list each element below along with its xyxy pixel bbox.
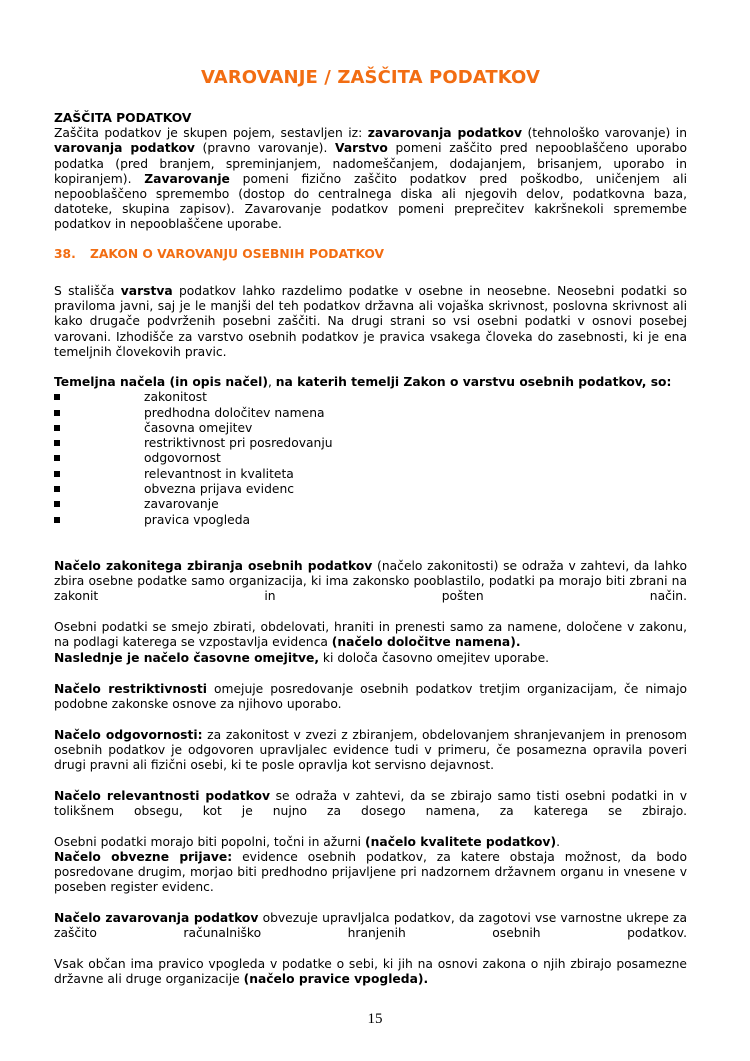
list-item — [54, 497, 687, 512]
list-item — [54, 482, 687, 497]
bold-term: Naslednje je načelo časovne omejitve, — [54, 651, 320, 665]
bold-term: (načelo določitve namena). — [331, 635, 521, 650]
text: pomeni zaščito pred nepooblaščeno uporabo podatka (pred branjem, spreminjanjem, nadomeščanjem, dodajanjem, brisanjem, uporabo in kopiranjem). — [54, 141, 687, 186]
intro-section — [54, 111, 687, 233]
principles-list — [54, 390, 687, 528]
paragraph-text — [54, 835, 687, 850]
section-number: 38. — [54, 247, 76, 261]
paragraph-odgovornost — [54, 728, 687, 774]
bold-term: (načelo pravice vpogleda). — [243, 971, 429, 986]
text: . — [556, 834, 560, 849]
paragraph-varstvo — [54, 284, 687, 360]
text: Vsak občan ima pravico vpogleda v podatke o sebi, ki jih na osnovi zakona o njih zbirajo posamezne državne ali druge organizacije — [54, 956, 687, 986]
text: (pravno varovanje). — [194, 141, 335, 156]
paragraph-text — [54, 728, 687, 774]
paragraph-text — [54, 789, 687, 835]
bold-term: Načelo restriktivnosti — [54, 682, 208, 696]
paragraph-zakonitost — [54, 559, 687, 650]
bold-term: Načelo zakonitega zbiranja osebnih podatkov — [54, 559, 373, 573]
list-item-text: zavarovanje — [144, 497, 219, 512]
paragraph-text — [54, 911, 687, 957]
text: se odraža v zahtevi, da se zbirajo samo tisti osebni podatki in v tolikšnem obsegu, kot je nujno za dosego namena, za katerega se zbirajo. — [54, 789, 688, 819]
intro-heading: ZAŠČITA PODATKOV — [54, 111, 192, 125]
list-item-text: zakonitost — [144, 390, 207, 405]
bold-term: Načelo relevantnosti podatkov — [54, 789, 270, 803]
paragraph-text — [54, 957, 687, 987]
list-item — [54, 406, 687, 421]
principles-heading — [54, 375, 687, 390]
bullet-icon — [54, 425, 60, 431]
paragraph-relevantnost — [54, 789, 687, 850]
text: , — [267, 375, 276, 389]
text: Osebni podatki se smejo zbirati, obdelovati, hraniti in prenesti samo za namene, določene v zakonu, na podlagi katerega se vzpostavlja evidenca — [54, 619, 687, 650]
bullet-icon — [54, 486, 60, 492]
paragraph-text — [54, 620, 687, 650]
list-item-text: časovna omejitev — [144, 420, 253, 435]
list-item-text: obvezna prijava evidenc — [144, 481, 295, 496]
list-item — [54, 451, 687, 466]
bullet-icon — [54, 455, 60, 461]
bold-term: Načelo obvezne prijave: — [54, 850, 233, 864]
list-item — [54, 390, 687, 405]
bullet-icon — [54, 410, 60, 416]
text: pomeni fizično zaščito podatkov pred poškodbo, uničenjem ali nepooblaščeno spremembo (dostop do centralnega diska ali njegovih delov, podatkovna baza, datoteke, skupina zapisov). Zavarovanje podatkov pomeni preprečitev kakršnekoli spremembe podatkov in nepooblaščene uporabe. — [54, 171, 687, 232]
bold-term: Temeljna načela (in opis načel) — [54, 375, 268, 389]
text: evidence osebnih podatkov, za katere obstaja možnost, da bodo posredovane drugim, morjao biti predhodno prijavljene pri nadzornem državnem organu in vnesene v poseben register evidenc. — [54, 850, 687, 895]
paragraph-text — [54, 682, 687, 712]
paragraph-zavarovanje — [54, 911, 687, 987]
text: (tehnološko varovanje) in — [522, 126, 688, 141]
bold-term: Načelo odgovornosti: — [54, 728, 203, 742]
bullet-icon — [54, 440, 60, 446]
page-title: VAROVANJE / ZAŠČITA PODATKOV — [201, 67, 540, 88]
text: obvezuje upravljalca podatkov, da zagotovi vse varnostne ukrepe za zaščito računalniško hranjenih osebnih podatkov. — [54, 911, 687, 941]
text: omejuje posredovanje osebnih podatkov tretjim organizacijam, če nimajo podobne zakonske osnove za njihovo uporabo. — [54, 682, 688, 712]
list-item — [54, 436, 687, 451]
text: ki določa časovno omejitev uporabe. — [319, 651, 550, 665]
list-item-text: relevantnost in kvaliteta — [144, 466, 294, 481]
principles-section — [54, 375, 687, 528]
list-item — [54, 513, 687, 528]
paragraph-text — [54, 850, 687, 896]
list-item-text: odgovornost — [144, 451, 221, 466]
list-item-text: restriktivnost pri posredovanju — [144, 436, 333, 451]
bold-term: varstva — [120, 284, 173, 298]
paragraph-restriktivnost — [54, 682, 687, 712]
paragraph-text — [54, 284, 687, 360]
paragraph-text — [54, 559, 687, 620]
bullet-icon — [54, 501, 60, 507]
page-number: 15 — [367, 1011, 383, 1027]
text: za zakonitost v zvezi z zbiranjem, obdelovanjem shranjevanjem in prenosom osebnih podatkov je odgovoren upravljalec evidence tudi v primeru, če posamezna opravila poveri drugi pravni ali fizični osebi, ki te posle opravlja kot servisno dejavnost. — [54, 728, 687, 773]
bold-term: na katerih temelji Zakon o varstvu osebnih podatkov, so: — [275, 375, 672, 389]
bullet-icon — [54, 517, 60, 523]
bullet-icon — [54, 471, 60, 477]
bold-term: Načelo zavarovanja podatkov — [54, 911, 259, 925]
bold-term: zavarovanja podatkov — [367, 126, 522, 141]
bold-term: Varstvo — [335, 141, 388, 156]
intro-paragraph — [54, 126, 687, 232]
list-item — [54, 421, 687, 436]
text: Zaščita podatkov je skupen pojem, sestavljen iz: — [54, 126, 368, 141]
bold-term: (načelo kvalitete podatkov) — [365, 834, 557, 849]
list-item — [54, 467, 687, 482]
section-title: ZAKON O VAROVANJU OSEBNIH PODATKOV — [90, 247, 385, 261]
list-item-text: pravica vpogleda — [144, 512, 251, 527]
bold-term: Zavarovanje — [144, 171, 230, 186]
text: (načelo zakonitosti) se odraža v zahtevi, da lahko zbira osebne podatke samo organizacija, ki ima zakonsko pooblastilo, podatki pa morajo biti zbrani na zakonit in pošten način. — [54, 559, 687, 604]
bullet-icon — [54, 394, 60, 400]
paragraph-text — [54, 651, 687, 666]
paragraph-casovna — [54, 651, 687, 666]
text: S stališča — [54, 284, 121, 298]
list-item-text: predhodna določitev namena — [144, 405, 325, 420]
bold-term: varovanja podatkov — [54, 141, 195, 156]
text: Osebni podatki morajo biti popolni, točni in ažurni — [54, 834, 366, 849]
text: podatkov lahko razdelimo podatke v osebne in neosebne. Neosebni podatki so praviloma javni, saj je le manjši del teh podatkov državna ali vojaška skrivnost, poslovna skrivnost ali kako drugače podvrženih posebni zaščiti. Na drugi strani so vsi osebni podatki v osnovi posebej varovani. Izhodišče za varstvo osebnih podatkov je pravica vsakega človeka do zasebnosti, ki je ena temeljnih človekovih pravic. — [54, 284, 687, 359]
section-heading — [54, 247, 687, 261]
paragraph-prijava — [54, 850, 687, 896]
